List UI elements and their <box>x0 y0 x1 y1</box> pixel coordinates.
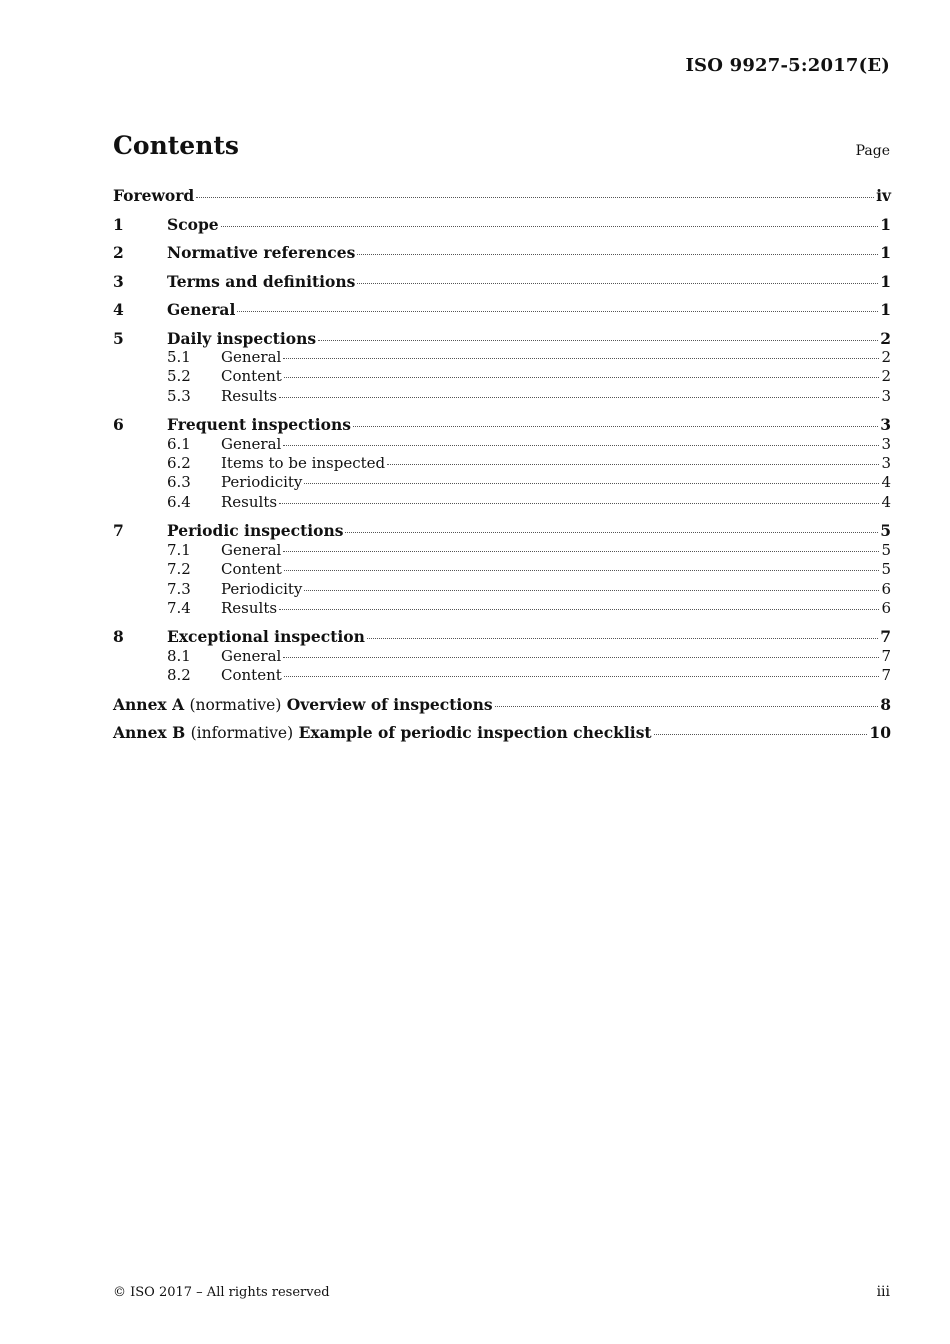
toc-entry-number: 8 <box>113 627 124 647</box>
toc-entry-number: 7.3 <box>167 579 191 598</box>
dot-leader <box>284 676 880 677</box>
toc-entry-annex-b[interactable] <box>113 723 891 743</box>
toc-subentry-5-3[interactable] <box>113 387 891 406</box>
dot-leader <box>357 283 878 284</box>
dot-leader <box>495 706 879 707</box>
annex-label: Annex B <box>113 723 186 743</box>
toc-entry-page: 3 <box>881 454 891 473</box>
toc-entry-page: 5 <box>881 560 891 579</box>
toc-subentry-7-4[interactable] <box>113 599 891 618</box>
toc-entry-page: 2 <box>880 328 891 348</box>
toc-entry-page: 2 <box>881 348 891 366</box>
dot-leader <box>353 426 878 427</box>
dot-leader <box>654 734 868 735</box>
toc-entry-title: Items to be inspected <box>221 454 386 473</box>
toc-entry-number: 5 <box>113 328 124 348</box>
dot-leader <box>318 340 878 341</box>
toc-entry-number: 8.2 <box>167 666 191 685</box>
toc-entry-number: 1 <box>113 214 124 234</box>
toc-entry-title: Results <box>221 598 278 617</box>
toc-subentry-6-2[interactable] <box>113 454 891 473</box>
toc-entry-title: General <box>221 540 282 559</box>
toc-subentry-7-2[interactable] <box>113 560 891 579</box>
toc-entry-normative-references[interactable] <box>113 243 891 263</box>
toc-entry-page: 1 <box>880 271 891 291</box>
toc-entry-number: 6.1 <box>167 434 191 453</box>
dot-leader <box>304 590 879 591</box>
dot-leader <box>283 657 879 658</box>
dot-leader <box>283 551 879 552</box>
dot-leader <box>304 483 879 484</box>
contents-heading: Contents <box>113 131 240 160</box>
dot-leader <box>196 197 874 198</box>
toc-entry-page: 6 <box>881 598 891 617</box>
toc-entry-frequent-inspections[interactable] <box>113 415 891 435</box>
toc-entry-number: 6 <box>113 415 124 435</box>
toc-entry-page: 7 <box>881 666 891 685</box>
page-number: iii <box>876 1284 890 1300</box>
toc-entry-annex-a[interactable] <box>113 695 891 715</box>
toc-entry-title: Periodicity <box>221 473 303 492</box>
toc-entry-title: Exceptional inspection <box>167 627 365 647</box>
annex-type: (normative) <box>189 695 282 714</box>
copyright-notice: © ISO 2017 – All rights reserved <box>113 1285 330 1300</box>
toc-entry-number: 7 <box>113 521 124 541</box>
dot-leader <box>279 609 879 610</box>
toc-entry-title: Scope <box>167 214 219 234</box>
toc-entry-title: General <box>221 348 282 366</box>
toc-entry-number: 7.2 <box>167 560 191 579</box>
toc-entry-number: 5.3 <box>167 386 191 405</box>
toc-entry-number: 6.3 <box>167 473 191 492</box>
toc-entry-number: 6.2 <box>167 454 191 473</box>
toc-entry-title: Periodic inspections <box>167 521 344 541</box>
toc-entry-page: 1 <box>880 214 891 234</box>
toc-entry-number: 8.1 <box>167 646 191 665</box>
document-id: ISO 9927-5:2017(E) <box>685 55 890 76</box>
dot-leader <box>357 254 878 255</box>
dot-leader <box>221 226 879 227</box>
toc-subentry-6-3[interactable] <box>113 473 891 492</box>
toc-entry-number: 7.4 <box>167 598 191 617</box>
annex-title: Overview of inspections <box>286 694 493 714</box>
toc-entry-exceptional-inspection[interactable] <box>113 627 891 647</box>
toc-entry-page: 8 <box>880 694 891 714</box>
annex-label: Annex A <box>113 694 185 714</box>
dot-leader <box>387 464 879 465</box>
toc-subentry-7-1[interactable] <box>113 541 891 560</box>
toc-entry-title: Frequent inspections <box>167 415 351 435</box>
toc-entry-title: Normative references <box>167 243 356 262</box>
toc-entry-title: Periodicity <box>221 579 303 598</box>
toc-entry-daily-inspections[interactable] <box>113 329 891 349</box>
toc-entry-title: Daily inspections <box>167 328 317 348</box>
dot-leader <box>279 503 879 504</box>
toc-subentry-6-4[interactable] <box>113 493 891 512</box>
toc-entry-number: 4 <box>113 300 124 319</box>
toc-entry-title: Results <box>221 386 278 405</box>
toc-subentry-6-1[interactable] <box>113 435 891 454</box>
dot-leader <box>237 311 878 312</box>
dot-leader <box>283 445 879 446</box>
toc-entry-title: Foreword <box>113 186 195 205</box>
toc-entry-number: 2 <box>113 243 124 262</box>
toc-entry-number: 3 <box>113 271 124 291</box>
toc-entry-page: iv <box>876 186 891 205</box>
toc-entry-title: General <box>221 646 282 665</box>
toc-entry-title: Content <box>221 666 282 685</box>
toc-entry-page: 5 <box>881 540 891 559</box>
toc-entry-page: 5 <box>880 521 891 541</box>
toc-entry-title <box>113 723 652 742</box>
toc-entry-page: 1 <box>880 243 891 262</box>
toc-entry-page: 3 <box>880 415 891 435</box>
toc-entry-title: General <box>167 300 236 319</box>
toc-entry-page: 7 <box>881 646 891 665</box>
toc-entry-page: 3 <box>881 386 891 405</box>
toc-entry-page: 1 <box>880 300 891 319</box>
toc-entry-general[interactable] <box>113 300 891 320</box>
toc-entry-number: 5.1 <box>167 348 191 366</box>
toc-entry-scope[interactable] <box>113 215 891 235</box>
toc-entry-page: 4 <box>881 492 891 511</box>
toc-entry-title: Results <box>221 492 278 511</box>
page-column-label: Page <box>855 143 890 159</box>
toc-entry-page: 7 <box>880 627 891 647</box>
toc-subentry-8-1[interactable] <box>113 647 891 666</box>
toc-entry-title <box>113 695 493 714</box>
toc-entry-page: 10 <box>869 723 891 743</box>
toc-entry-periodic-inspections[interactable] <box>113 521 891 541</box>
toc-subentry-8-2[interactable] <box>113 666 891 685</box>
toc-entry-page: 3 <box>881 434 891 453</box>
annex-type: (informative) <box>190 724 294 743</box>
dot-leader <box>367 638 878 639</box>
toc-subentry-7-3[interactable] <box>113 580 891 599</box>
toc-entry-title: Terms and definitions <box>167 271 356 291</box>
toc-entry-page: 4 <box>881 473 891 492</box>
toc-entry-number: 7.1 <box>167 540 191 559</box>
toc-entry-number: 5.2 <box>167 367 191 386</box>
toc-subentry-5-1[interactable] <box>113 348 891 367</box>
dot-leader <box>345 532 878 533</box>
toc-entry-terms-and-definitions[interactable] <box>113 272 891 292</box>
toc-entry-title: Content <box>221 367 282 386</box>
annex-title: Example of periodic inspection checklist <box>298 723 652 743</box>
toc-entry-foreword[interactable] <box>113 186 891 206</box>
dot-leader <box>283 358 879 359</box>
table-of-contents <box>113 186 891 743</box>
dot-leader <box>284 377 880 378</box>
toc-entry-page: 2 <box>881 367 891 386</box>
dot-leader <box>284 570 880 571</box>
toc-entry-title: Content <box>221 560 282 579</box>
toc-entry-page: 6 <box>881 579 891 598</box>
toc-entry-number: 6.4 <box>167 492 191 511</box>
toc-entry-title: General <box>221 434 282 453</box>
toc-subentry-5-2[interactable] <box>113 367 891 386</box>
dot-leader <box>279 397 879 398</box>
